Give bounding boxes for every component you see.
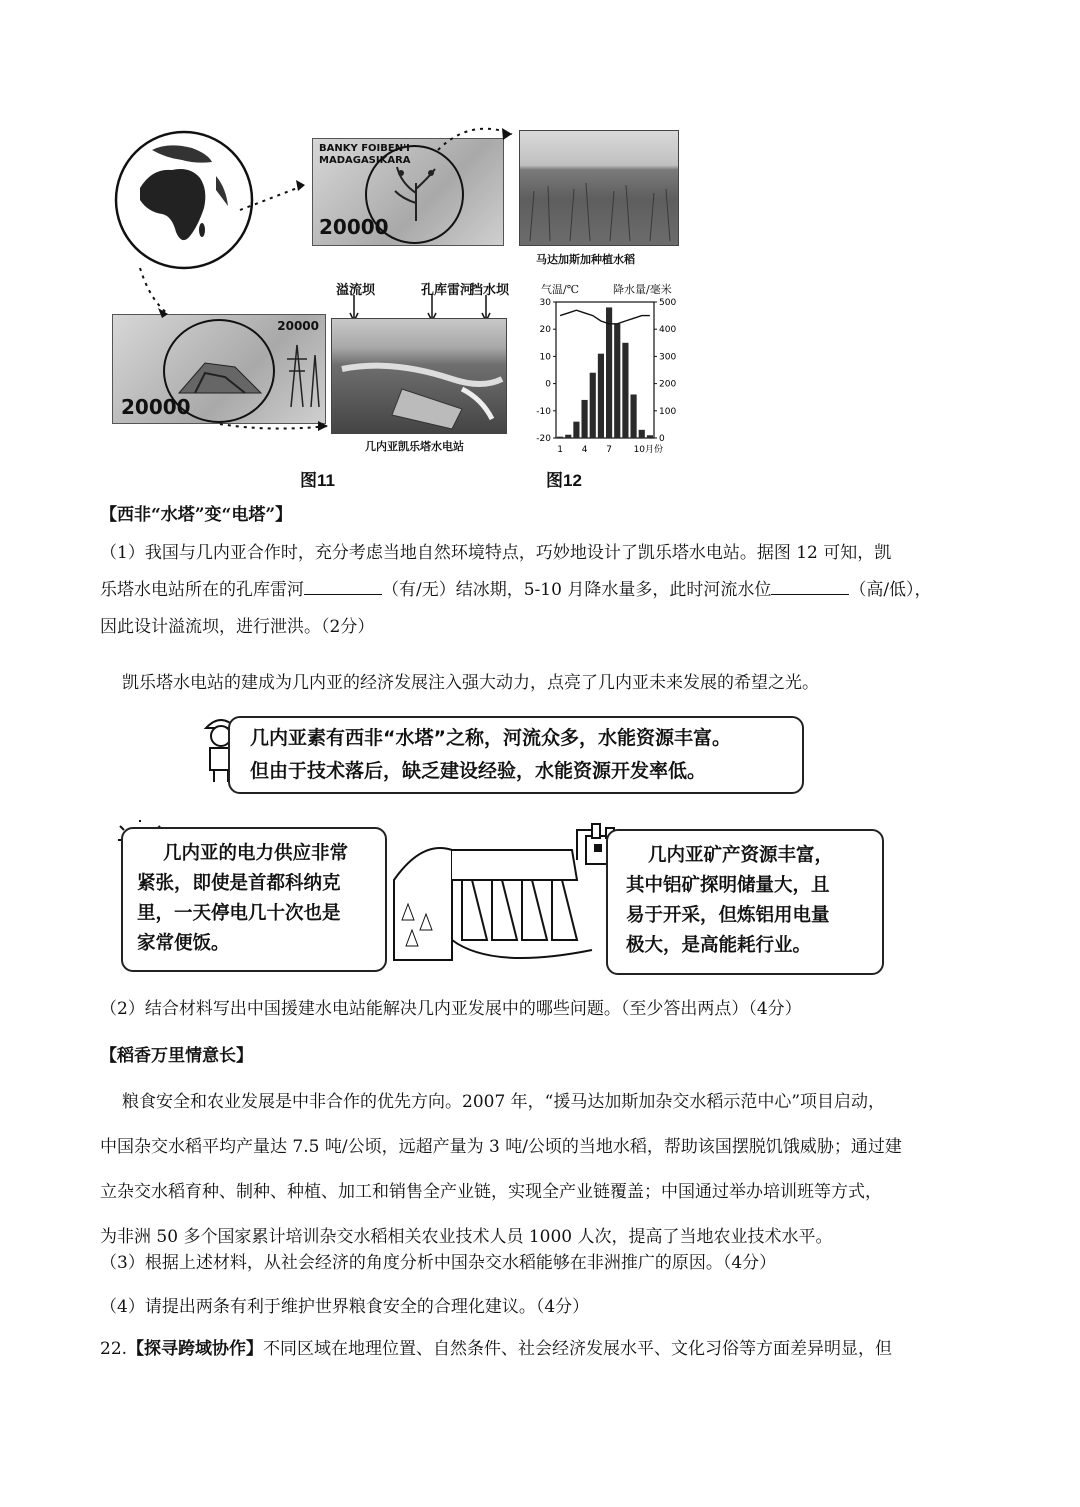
- box-line: 家常便饭。: [137, 933, 230, 955]
- chart-right-axis-title: 降水量/毫米: [613, 283, 672, 296]
- precip-bar: [557, 437, 563, 438]
- question-1-text: 乐塔水电站所在的孔库雷河: [100, 580, 304, 601]
- banknote-issuer: BANKY FOIBEN'I: [319, 143, 410, 154]
- left-tick-label: 10: [539, 352, 551, 363]
- box-line: 其中铝矿探明储量大，且: [626, 875, 830, 897]
- right-tick-label: 0: [659, 434, 665, 444]
- label-retaining-dam: 挡水坝: [470, 283, 510, 298]
- precip-bar: [565, 435, 571, 438]
- question-1-text: （有/无）结冰期，5-10 月降水量多，此时河流水位: [382, 580, 772, 601]
- climate-chart: [530, 296, 690, 458]
- right-tick-label: 200: [659, 379, 677, 390]
- precip-bar: [598, 354, 604, 438]
- paragraph-line: 为非洲 50 多个国家累计培训杂交水稻相关农业技术人员 1000 人次，提高了当地农业技术水平。: [100, 1227, 833, 1247]
- bubble-line: 几内亚素有西非“水塔”之称，河流众多，水能资源丰富。: [250, 727, 731, 749]
- banknote-country: MADAGASIKARA: [319, 155, 411, 166]
- box-line: 几内亚的电力供应非常: [163, 843, 349, 864]
- question-3: （3）根据上述材料，从社会经济的角度分析中国杂交水稻能够在非洲推广的原因。（4分）: [100, 1253, 777, 1273]
- answer-blank-1[interactable]: [304, 577, 382, 595]
- question-22-text: 不同区域在地理位置、自然条件、社会经济发展水平、文化习俗等方面差异明显，但: [263, 1339, 893, 1359]
- right-tick-label: 400: [659, 325, 677, 336]
- left-tick-label: -10: [536, 406, 551, 417]
- paragraph-line: 中国杂交水稻平均产量达 7.5 吨/公顷，远超产量为 3 吨/公顷的当地水稻，帮助该国摆脱饥饿威胁；通过建: [100, 1137, 902, 1157]
- x-tick-label: 1: [557, 445, 563, 455]
- question-1-line-1: （1）我国与几内亚合作时，充分考虑当地自然环境特点，巧妙地设计了凯乐塔水电站。据图 12 可知，凯: [100, 543, 892, 563]
- banknote-value: 20000: [121, 395, 191, 419]
- info-box-minerals: [606, 829, 884, 975]
- info-box-electricity: [121, 827, 387, 972]
- figure-11-label: 图11: [300, 471, 335, 490]
- x-tick-label: 4: [581, 445, 588, 455]
- precip-bar: [606, 307, 612, 438]
- question-22-title: 【探寻跨域协作】: [127, 1339, 264, 1359]
- banknote-corner-value: 20000: [277, 319, 319, 333]
- paragraph-line: 粮食安全和农业发展是中非合作的优先方向。2007 年，“援马达加斯加杂交水稻示范中心”项目启动，: [122, 1092, 886, 1112]
- banknote-value: 20000: [319, 215, 389, 239]
- box-line: 易于开采，但炼铝用电量: [626, 905, 830, 927]
- left-tick-label: 20: [539, 325, 551, 336]
- box-line: 极大，是高能耗行业。: [626, 935, 812, 957]
- right-tick-label: 300: [659, 352, 677, 363]
- question-4: （4）请提出两条有利于维护世界粮食安全的合理化建议。（4分）: [100, 1297, 590, 1317]
- question-1-text: （高/低），: [849, 580, 932, 601]
- left-tick-label: 0: [545, 379, 551, 390]
- answer-blank-2[interactable]: [771, 577, 849, 595]
- precip-bar: [647, 435, 653, 438]
- dam-photo-caption: 几内亚凯乐塔水电站: [365, 440, 464, 453]
- question-22: [100, 1336, 1000, 1363]
- left-tick-label: -20: [536, 434, 551, 444]
- dam-drawing: [392, 820, 602, 970]
- question-2: （2）结合材料写出中国援建水电站能解决几内亚发展中的哪些问题。（至少答出两点）（4分）: [100, 999, 802, 1019]
- intro-paragraph: 凯乐塔水电站的建成为几内亚的经济发展注入强大动力，点亮了几内亚未来发展的希望之光。: [122, 673, 819, 693]
- rice-photo-caption: 马达加斯加种植水稻: [536, 253, 635, 266]
- precip-bar: [614, 324, 620, 438]
- precip-bar: [590, 373, 596, 438]
- box-line: 里，一天停电几十次也是: [137, 903, 341, 925]
- section-title-water-tower: 【西非“水塔”变“电塔”】: [100, 505, 293, 525]
- question-1-line-3: 因此设计溢流坝，进行泄洪。（2分）: [100, 617, 375, 638]
- label-spillway: 溢流坝: [336, 283, 376, 298]
- precip-bar: [573, 422, 579, 438]
- box-line: 紧张，即使是首都科纳克: [137, 873, 341, 895]
- x-tick-label: 7: [606, 445, 612, 455]
- box-line: 几内亚矿产资源丰富，: [648, 845, 834, 866]
- right-tick-label: 500: [659, 298, 677, 308]
- bubble-line: 但由于技术落后，缺乏建设经验，水能资源开发率低。: [250, 760, 707, 783]
- question-1-line-2: [100, 577, 1000, 604]
- figure-12-label: 图12: [546, 471, 582, 490]
- precip-bar: [631, 394, 637, 438]
- precip-bar: [639, 430, 645, 438]
- section-title-rice: 【稻香万里情意长】: [100, 1046, 253, 1066]
- question-1: [100, 540, 1000, 642]
- left-tick-label: 30: [539, 298, 551, 308]
- right-tick-label: 100: [659, 406, 677, 417]
- label-river: 孔库雷河: [421, 283, 474, 298]
- paragraph-line: 立杂交水稻育种、制种、种植、加工和销售全产业链，实现全产业链覆盖；中国通过举办培训班等方式，: [100, 1182, 882, 1202]
- precip-bar: [622, 343, 628, 438]
- speech-bubble-water-resources: [228, 716, 804, 794]
- precip-bar: [582, 400, 588, 438]
- chart-left-axis-title: 气温/℃: [541, 283, 580, 296]
- x-tick-label: 10月份: [633, 445, 664, 455]
- rice-paragraph: [100, 1080, 1000, 1260]
- question-number: 22.: [100, 1339, 128, 1359]
